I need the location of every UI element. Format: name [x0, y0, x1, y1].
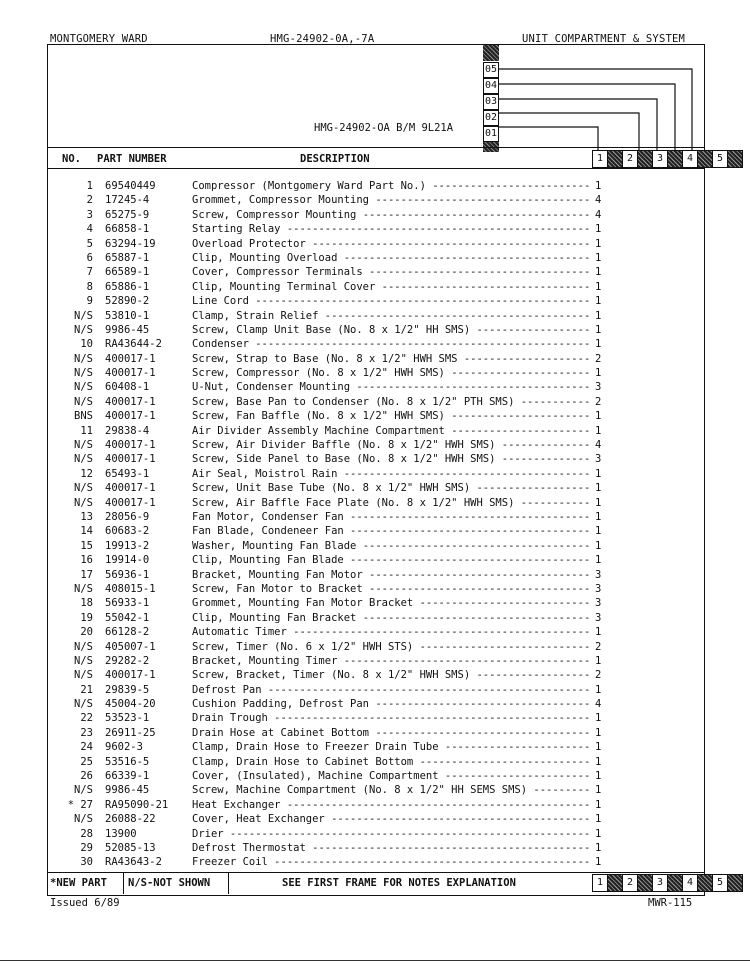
column-header-top-rule: [47, 147, 704, 148]
part-number: 53810-1: [105, 309, 150, 322]
model-tab-01: 01: [483, 126, 499, 142]
part-number: 65886-1: [105, 280, 150, 293]
item-number: N/S: [74, 654, 93, 667]
item-number: 19: [80, 611, 93, 624]
table-row: [47, 740, 703, 754]
table-row: [47, 798, 703, 812]
quantity: 1: [595, 280, 602, 293]
quantity: 1: [595, 813, 602, 826]
part-description: Screw, Side Panel to Base (No. 8 x 1/2" HWH SMS) -----: [192, 452, 592, 466]
quantity: 1: [595, 654, 602, 667]
part-description: Screw, Air Baffle Face Plate (No. 8 x 1/2" HWH SMS) -----: [192, 496, 592, 510]
item-number: 9: [86, 295, 93, 308]
quantity: 2: [595, 669, 602, 682]
quantity: 1: [595, 683, 602, 696]
part-number: 53516-5: [105, 755, 150, 768]
item-number: N/S: [74, 496, 93, 509]
table-row: [47, 424, 703, 438]
part-description: Bracket, Mounting Fan Motor -----: [192, 568, 592, 582]
quantity: 2: [595, 640, 602, 653]
table-row: [47, 582, 703, 596]
column-box-5: 5: [712, 150, 728, 168]
table-row: [47, 395, 703, 409]
column-box-3: 3: [652, 150, 668, 168]
part-number: 400017-1: [105, 352, 156, 365]
table-row: [47, 222, 703, 236]
part-description: U-Nut, Condenser Mounting -----: [192, 380, 592, 394]
table-row: [47, 452, 703, 466]
part-description: Drain Hose at Cabinet Bottom -----: [192, 726, 592, 740]
item-number: N/S: [74, 784, 93, 797]
column-box-shade: [607, 874, 623, 892]
part-number: 29282-2: [105, 654, 150, 667]
quantity: 1: [595, 251, 602, 264]
table-row: [47, 812, 703, 826]
part-description: Starting Relay -----: [192, 222, 592, 236]
part-description: Screw, Compressor (No. 8 x 1/2" HWH SMS) -----: [192, 366, 592, 380]
quantity: 1: [595, 223, 602, 236]
footer-not-shown: N/S-NOT SHOWN: [128, 877, 211, 889]
quantity: 1: [595, 367, 602, 380]
table-row: [47, 683, 703, 697]
table-row: [47, 496, 703, 510]
quantity: 1: [595, 482, 602, 495]
item-number: 14: [80, 525, 93, 538]
model-tab-02: 02: [483, 110, 499, 126]
table-row: [47, 179, 703, 193]
quantity: 4: [595, 208, 602, 221]
part-number: 400017-1: [105, 453, 156, 466]
part-description: Fan Blade, Condeneer Fan -----: [192, 524, 592, 538]
quantity: 4: [595, 439, 602, 452]
table-row: [47, 769, 703, 783]
part-description: Screw, Base Pan to Condenser (No. 8 x 1/2" PTH SMS) -----: [192, 395, 592, 409]
part-description: Condenser -----: [192, 337, 592, 351]
item-number: N/S: [74, 323, 93, 336]
item-number: 26: [80, 770, 93, 783]
footer-new-part: *NEW PART: [50, 877, 107, 889]
quantity: 1: [595, 237, 602, 250]
part-number: 26088-22: [105, 813, 156, 826]
page-code: MWR-115: [648, 897, 693, 909]
part-number: 400017-1: [105, 496, 156, 509]
part-description: Air Divider Assembly Machine Compartment -----: [192, 424, 592, 438]
table-row: [47, 265, 703, 279]
part-number: 52890-2: [105, 295, 150, 308]
item-number: 4: [86, 223, 93, 236]
item-number: N/S: [74, 309, 93, 322]
table-row: [47, 337, 703, 351]
quantity: 3: [595, 568, 602, 581]
footer-top-rule: [47, 872, 704, 873]
item-number: 15: [80, 539, 93, 552]
part-description: Screw, Fan Motor to Bracket -----: [192, 582, 592, 596]
quantity: 1: [595, 266, 602, 279]
table-row: [47, 409, 703, 423]
part-description: Defrost Pan -----: [192, 683, 592, 697]
item-number: 10: [80, 338, 93, 351]
item-number: * 27: [67, 798, 93, 811]
quantity: 1: [595, 510, 602, 523]
part-number: 28056-9: [105, 510, 150, 523]
item-number: 28: [80, 827, 93, 840]
quantity: 1: [595, 180, 602, 192]
item-number: 1: [86, 180, 93, 192]
part-number: 65493-1: [105, 467, 150, 480]
item-number: 7: [86, 266, 93, 279]
part-description: Clip, Mounting Fan Blade -----: [192, 553, 592, 567]
quantity: 1: [595, 309, 602, 322]
part-number: 52085-13: [105, 841, 156, 854]
model-line: HMG-24902-OA B/M 9L21A: [314, 122, 454, 134]
table-row: [47, 380, 703, 394]
parts-table: [47, 179, 703, 870]
model-tab-04: 04: [483, 78, 499, 94]
column-box-3: 3: [652, 874, 668, 892]
part-number: 9602-3: [105, 741, 143, 754]
item-number: 3: [86, 208, 93, 221]
part-number: 53523-1: [105, 712, 150, 725]
part-number: RA43644-2: [105, 338, 162, 351]
table-row: [47, 668, 703, 682]
item-number: N/S: [74, 381, 93, 394]
quantity: 1: [595, 295, 602, 308]
quantity: 1: [595, 410, 602, 423]
model-code: HMG-24902-0A,-7A: [270, 33, 375, 45]
part-number: 60408-1: [105, 381, 150, 394]
column-box-shade: [667, 874, 683, 892]
column-box-shade: [637, 874, 653, 892]
table-row: [47, 783, 703, 797]
item-number: N/S: [74, 482, 93, 495]
part-description: Air Seal, Moistrol Rain -----: [192, 467, 592, 481]
part-description: Screw, Machine Compartment (No. 8 x 1/2" HH SEMS SMS) -----: [192, 783, 592, 797]
part-description: Automatic Timer -----: [192, 625, 592, 639]
item-number: 21: [80, 683, 93, 696]
table-row: [47, 366, 703, 380]
item-number: N/S: [74, 813, 93, 826]
part-number: 29838-4: [105, 424, 150, 437]
item-number: N/S: [74, 453, 93, 466]
part-number: 63294-19: [105, 237, 156, 250]
table-row: [47, 251, 703, 265]
quantity: 4: [595, 194, 602, 207]
item-number: 25: [80, 755, 93, 768]
item-number: N/S: [74, 669, 93, 682]
table-row: [47, 611, 703, 625]
quantity: 1: [595, 539, 602, 552]
table-row: [47, 467, 703, 481]
item-number: 17: [80, 568, 93, 581]
table-row: [47, 755, 703, 769]
quantity: 1: [595, 856, 602, 869]
table-row: [47, 841, 703, 855]
part-number: 400017-1: [105, 669, 156, 682]
quantity: 1: [595, 424, 602, 437]
quantity: 2: [595, 352, 602, 365]
table-row: [47, 596, 703, 610]
part-number: 56933-1: [105, 597, 150, 610]
model-tab-03: 03: [483, 94, 499, 110]
footer-divider: [228, 872, 229, 894]
item-number: N/S: [74, 352, 93, 365]
column-box-5: 5: [712, 874, 728, 892]
quantity: 1: [595, 467, 602, 480]
brand-name: MONTGOMERY WARD: [50, 33, 148, 45]
column-box-strip-bottom: [592, 874, 742, 892]
part-description: Screw, Air Divider Baffle (No. 8 x 1/2" HWH SMS) -----: [192, 438, 592, 452]
part-number: 408015-1: [105, 582, 156, 595]
quantity: 1: [595, 741, 602, 754]
item-number: N/S: [74, 439, 93, 452]
part-number: 400017-1: [105, 410, 156, 423]
column-box-shade: [697, 874, 713, 892]
quantity: 1: [595, 525, 602, 538]
quantity: 1: [595, 626, 602, 639]
column-box-shade: [727, 874, 743, 892]
table-row: [47, 827, 703, 841]
section-title: UNIT COMPARTMENT & SYSTEM: [522, 33, 686, 45]
part-description: Line Cord -----: [192, 294, 592, 308]
item-number: 18: [80, 597, 93, 610]
part-number: RA43643-2: [105, 856, 162, 869]
part-number: 66128-2: [105, 626, 150, 639]
part-number: 13900: [105, 827, 137, 840]
item-number: 24: [80, 741, 93, 754]
column-header-no: NO.: [62, 153, 81, 165]
quantity: 1: [595, 798, 602, 811]
item-number: BNS: [74, 410, 93, 423]
item-number: 20: [80, 626, 93, 639]
part-description: Compressor (Montgomery Ward Part No.) -----: [192, 179, 592, 193]
quantity: 3: [595, 453, 602, 466]
column-box-1: 1: [592, 150, 608, 168]
table-row: [47, 640, 703, 654]
column-box-shade: [667, 150, 683, 168]
part-number: 69540449: [105, 180, 156, 192]
item-number: 29: [80, 841, 93, 854]
column-box-strip-top: [592, 150, 742, 168]
part-number: 19914-0: [105, 554, 150, 567]
part-description: Drain Trough -----: [192, 711, 592, 725]
part-description: Screw, Strap to Base (No. 8 x 1/2" HWH SMS -----: [192, 352, 592, 366]
table-row: [47, 711, 703, 725]
part-description: Bracket, Mounting Timer -----: [192, 654, 592, 668]
item-number: N/S: [74, 395, 93, 408]
model-tab-05: 05: [483, 62, 499, 78]
part-description: Overload Protector -----: [192, 237, 592, 251]
item-number: 8: [86, 280, 93, 293]
part-description: Clip, Mounting Terminal Cover -----: [192, 280, 592, 294]
table-row: [47, 510, 703, 524]
part-description: Screw, Timer (No. 6 x 1/2" HWH STS) -----: [192, 640, 592, 654]
part-description: Grommet, Mounting Fan Motor Bracket -----: [192, 596, 592, 610]
page-bottom-rule: [0, 960, 750, 961]
item-number: 30: [80, 856, 93, 869]
part-description: Washer, Mounting Fan Blade -----: [192, 539, 592, 553]
part-number: 55042-1: [105, 611, 150, 624]
footer-divider: [123, 872, 124, 894]
part-description: Freezer Coil -----: [192, 855, 592, 869]
quantity: 3: [595, 597, 602, 610]
part-description: Heat Exchanger -----: [192, 798, 592, 812]
part-number: 45004-20: [105, 698, 156, 711]
table-row: [47, 524, 703, 538]
quantity: 1: [595, 784, 602, 797]
part-description: Defrost Thermostat -----: [192, 841, 592, 855]
part-number: 29839-5: [105, 683, 150, 696]
part-number: 60683-2: [105, 525, 150, 538]
part-description: Screw, Unit Base Tube (No. 8 x 1/2" HWH SMS) -----: [192, 481, 592, 495]
item-number: 13: [80, 510, 93, 523]
quantity: 2: [595, 395, 602, 408]
quantity: 3: [595, 611, 602, 624]
part-description: Cover, Heat Exchanger -----: [192, 812, 592, 826]
table-row: [47, 352, 703, 366]
quantity: 1: [595, 827, 602, 840]
item-number: N/S: [74, 367, 93, 380]
part-description: Screw, Bracket, Timer (No. 8 x 1/2" HWH SMS) -----: [192, 668, 592, 682]
item-number: 11: [80, 424, 93, 437]
column-header-bottom-rule: [47, 168, 704, 169]
part-number: 9986-45: [105, 784, 150, 797]
part-number: 65887-1: [105, 251, 150, 264]
part-number: 66589-1: [105, 266, 150, 279]
column-header-part-number: PART NUMBER: [97, 153, 167, 165]
part-number: 26911-25: [105, 726, 156, 739]
quantity: 1: [595, 338, 602, 351]
item-number: N/S: [74, 640, 93, 653]
part-number: 66339-1: [105, 770, 150, 783]
column-box-4: 4: [682, 150, 698, 168]
column-box-shade: [607, 150, 623, 168]
table-row: [47, 280, 703, 294]
part-number: 56936-1: [105, 568, 150, 581]
column-box-shade: [697, 150, 713, 168]
part-number: 400017-1: [105, 367, 156, 380]
table-row: [47, 726, 703, 740]
item-number: 23: [80, 726, 93, 739]
quantity: 1: [595, 841, 602, 854]
table-row: [47, 193, 703, 207]
part-number: RA95090-21: [105, 798, 169, 811]
table-row: [47, 208, 703, 222]
table-row: [47, 309, 703, 323]
item-number: 5: [86, 237, 93, 250]
part-description: Screw, Compressor Mounting -----: [192, 208, 592, 222]
item-number: 2: [86, 194, 93, 207]
table-row: [47, 553, 703, 567]
quantity: 4: [595, 698, 602, 711]
table-row: [47, 294, 703, 308]
item-number: 22: [80, 712, 93, 725]
part-description: Screw, Fan Baffle (No. 8 x 1/2" HWH SMS) -----: [192, 409, 592, 423]
part-description: Cover, (Insulated), Machine Compartment -----: [192, 769, 592, 783]
item-number: 16: [80, 554, 93, 567]
item-number: N/S: [74, 582, 93, 595]
part-description: Drier -----: [192, 827, 592, 841]
part-description: Grommet, Compressor Mounting -----: [192, 193, 592, 207]
part-description: Screw, Clamp Unit Base (No. 8 x 1/2" HH SMS) -----: [192, 323, 592, 337]
table-row: [47, 539, 703, 553]
part-number: 9986-45: [105, 323, 150, 336]
part-number: 400017-1: [105, 395, 156, 408]
part-description: Fan Motor, Condenser Fan -----: [192, 510, 592, 524]
part-number: 400017-1: [105, 482, 156, 495]
part-description: Clamp, Drain Hose to Cabinet Bottom -----: [192, 755, 592, 769]
part-number: 17245-4: [105, 194, 150, 207]
quantity: 3: [595, 582, 602, 595]
quantity: 1: [595, 712, 602, 725]
part-description: Cover, Compressor Terminals -----: [192, 265, 592, 279]
part-number: 66858-1: [105, 223, 150, 236]
column-box-4: 4: [682, 874, 698, 892]
column-box-shade: [727, 150, 743, 168]
table-row: [47, 654, 703, 668]
part-description: Clamp, Strain Relief -----: [192, 309, 592, 323]
item-number: N/S: [74, 698, 93, 711]
part-description: Cushion Padding, Defrost Pan -----: [192, 697, 592, 711]
quantity: 1: [595, 755, 602, 768]
column-box-shade: [637, 150, 653, 168]
quantity: 1: [595, 726, 602, 739]
quantity: 1: [595, 554, 602, 567]
quantity: 3: [595, 381, 602, 394]
part-number: 65275-9: [105, 208, 150, 221]
column-box-1: 1: [592, 874, 608, 892]
table-row: [47, 855, 703, 869]
table-row: [47, 237, 703, 251]
column-box-2: 2: [622, 150, 638, 168]
item-number: 6: [86, 251, 93, 264]
quantity: 1: [595, 323, 602, 336]
issued-date: Issued 6/89: [50, 897, 120, 909]
part-description: Clamp, Drain Hose to Freezer Drain Tube -----: [192, 740, 592, 754]
table-row: [47, 323, 703, 337]
part-number: 400017-1: [105, 439, 156, 452]
column-box-2: 2: [622, 874, 638, 892]
part-number: 19913-2: [105, 539, 150, 552]
part-description: Clip, Mounting Fan Bracket -----: [192, 611, 592, 625]
part-number: 405007-1: [105, 640, 156, 653]
table-row: [47, 481, 703, 495]
quantity: 1: [595, 770, 602, 783]
table-row: [47, 568, 703, 582]
item-number: 12: [80, 467, 93, 480]
quantity: 1: [595, 496, 602, 509]
table-row: [47, 625, 703, 639]
column-header-description: DESCRIPTION: [300, 153, 370, 165]
part-description: Clip, Mounting Overload -----: [192, 251, 592, 265]
table-row: [47, 697, 703, 711]
footer-notes: SEE FIRST FRAME FOR NOTES EXPLANATION: [282, 877, 516, 889]
table-row: [47, 438, 703, 452]
